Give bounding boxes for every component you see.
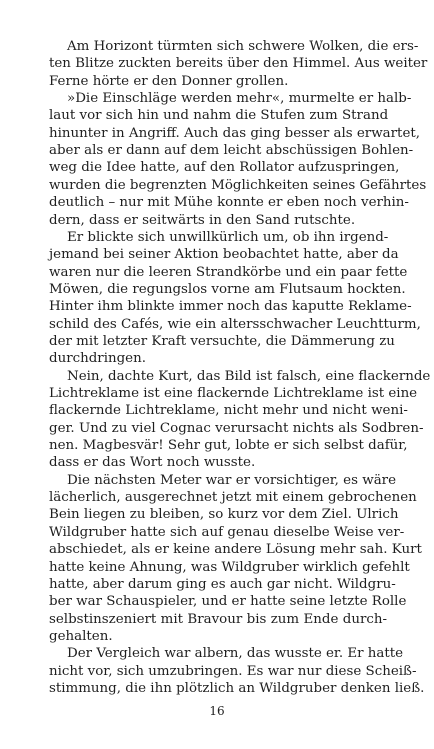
text-line: hinunter in Angriff. Auch das ging besser als erwartet, — [49, 125, 421, 141]
text-line: Möwen, die regungslos vorne am Flutsaum hockten. — [49, 281, 406, 297]
text-line: Wildgruber hatte sich auf genau dieselbe Weise ver- — [49, 524, 405, 540]
text-line: stimmung, die ihn plötzlich an Wildgruber denken ließ. — [49, 681, 425, 696]
text-line: weg die Idee hatte, auf den Rollator aufzuspringen, — [49, 160, 400, 176]
text-line: Am Horizont türmten sich schwere Wolken, die ers- — [67, 39, 419, 54]
text-line: dass er das Wort noch wusste. — [49, 455, 256, 471]
text-line: flackernde Lichtreklame, nicht mehr und nicht weni- — [49, 403, 408, 419]
text-line: Lichtreklame ist eine flackernde Lichtreklame ist eine — [49, 386, 418, 402]
text-line: Hinter ihm blinkte immer noch das kaputte Reklame- — [49, 299, 412, 315]
text-line: laut vor sich hin und nahm die Stufen zum Strand — [49, 108, 389, 124]
text-line: nen. Magbesvär! Sehr gut, lobte er sich selbst dafür, — [49, 438, 408, 454]
text-line: ten Blitze zuckten bereits über den Himmel. Aus weiter — [49, 56, 428, 72]
text-line: hatte, aber darum ging es auch gar nicht. Wildgru- — [49, 576, 396, 592]
text-line: waren nur die leeren Strandkörbe und ein paar fette — [49, 264, 408, 280]
text-line: ber war Schauspieler, und er hatte seine letzte Rolle — [49, 594, 407, 610]
text-line: durchdringen. — [49, 351, 146, 367]
text-line: nicht vor, sich umzubringen. Es war nur diese Scheiß- — [49, 663, 417, 679]
text-line: ger. Und zu viel Cognac verursacht nichts als Sodbren- — [49, 420, 424, 436]
text-line: Er blickte sich unwillkürlich um, ob ihn irgend- — [67, 229, 389, 245]
text-line: gehalten. — [49, 628, 113, 644]
text-line: selbstinszeniert mit Bravour bis zum Ende durch- — [49, 611, 387, 627]
text-line: jemand bei seiner Aktion beobachtet hatte, aber da — [49, 247, 399, 263]
text-line: Der Vergleich war albern, das wusste er. Er hatte — [67, 646, 404, 662]
text-line: Nein, dachte Kurt, das Bild ist falsch, eine flackernde — [67, 368, 431, 384]
text-line: deutlich – nur mit Mühe konnte er eben noch verhin- — [49, 195, 409, 211]
text-line: schild des Cafés, wie ein altersschwacher Leuchtturm, — [49, 316, 421, 332]
page-number: 16 — [209, 704, 225, 718]
text-line: Die nächsten Meter war er vorsichtiger, es wäre — [67, 472, 397, 488]
text-line: aber als er dann auf dem leicht abschüssigen Bohlen- — [49, 143, 414, 159]
text-line: »Die Einschläge werden mehr«, murmelte er halb- — [67, 91, 412, 107]
text-line: der mit letzter Kraft versuchte, die Dämmerung zu — [49, 333, 395, 349]
text-line: lächerlich, ausgerechnet jetzt mit einem gebrochenen — [49, 490, 417, 506]
text-line: Ferne hörte er den Donner grollen. — [49, 73, 289, 89]
text-line: hatte keine Ahnung, was Wildgruber wirklich gefehlt — [49, 559, 410, 575]
text-line: abschiedet, als er keine andere Lösung mehr sah. Kurt — [49, 542, 422, 558]
text-line: Bein liegen zu bleiben, so kurz vor dem Ziel. Ulrich — [49, 507, 399, 523]
text-line: dern, dass er seitwärts in den Sand rutschte. — [49, 212, 356, 228]
text-line: wurden die begrenzten Möglichkeiten seines Gefährtes — [49, 177, 427, 193]
